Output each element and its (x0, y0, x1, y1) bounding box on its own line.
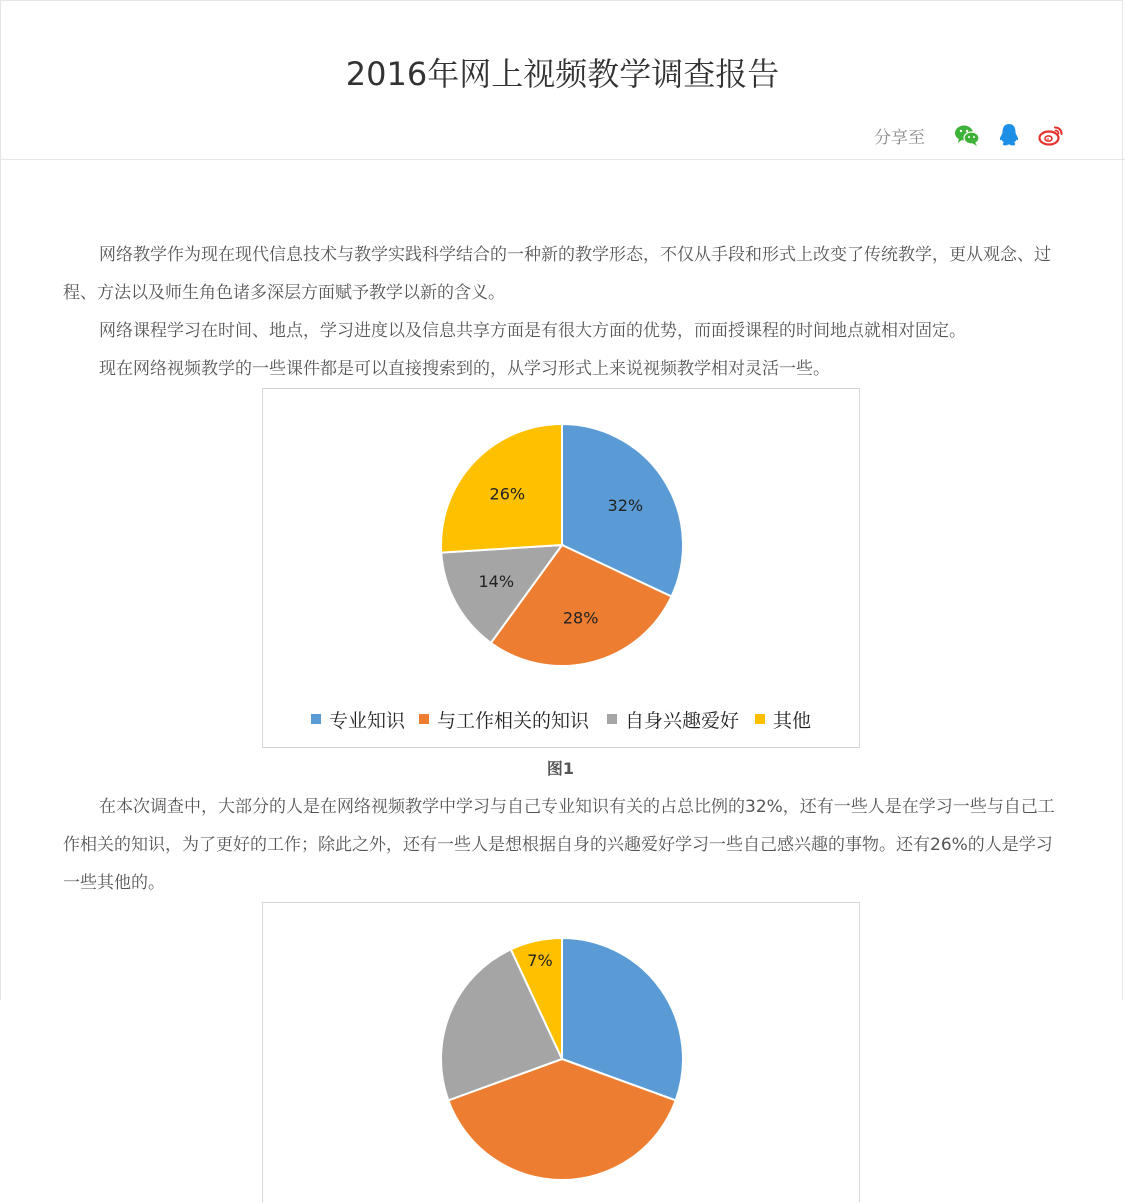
paragraph: 在本次调查中，大部分的人是在网络视频教学中学习与自己专业知识有关的占总比例的32%，还有一些人是在学习一些与自己工作相关的知识，为了更好的工作；除此之外，还有一些人是想根据自身的兴趣爱好学习一些自己感兴趣的事物。还有26%的人是学习一些其他的。 (63, 797, 1055, 893)
slice-label: 26% (489, 484, 525, 504)
pie-chart-2 (263, 903, 861, 1203)
slice-label: 7% (526, 951, 553, 970)
legend-swatch (311, 714, 321, 724)
figure1-chart (262, 388, 860, 748)
page-title: 2016年网上视频教学调查报告 (345, 55, 780, 93)
wechat-icon[interactable] (953, 121, 981, 149)
qq-icon[interactable] (995, 121, 1023, 149)
legend-swatch (755, 714, 765, 724)
legend-entry: 专业知识 (328, 710, 405, 732)
slice-label: 28% (562, 608, 598, 628)
paragraph: 网络课程学习在时间、地点，学习进度以及信息共享方面是有很大方面的优势，而面授课程的时间地点就相对固定。 (99, 321, 966, 341)
legend-swatch (607, 714, 617, 724)
paragraph: 网络教学作为现在现代信息技术与教学实践科学结合的一种新的教学形态，不仅从手段和形式上改变了传统教学，更从观念、过程、方法以及师生角色诸多深层方面赋予教学以新的含义。 (63, 245, 1051, 303)
article-content (63, 236, 1058, 1202)
article-header (0, 0, 1125, 160)
legend-entry: 自身兴趣爱好 (624, 710, 739, 732)
share-bar (874, 120, 1065, 150)
figure1-caption: 图1 (546, 759, 575, 778)
share-label: 分享至 (874, 127, 925, 148)
legend-entry: 其他 (772, 710, 811, 732)
legend-swatch (419, 714, 429, 724)
weibo-icon[interactable] (1037, 121, 1065, 149)
paragraph: 现在网络视频教学的一些课件都是可以直接搜索到的，从学习形式上来说视频教学相对灵活一些。 (99, 359, 830, 379)
slice-label: 14% (477, 572, 514, 592)
legend-entry: 与工作相关的知识 (436, 710, 589, 732)
slice-label: 32% (607, 495, 643, 515)
pie-chart-1 (263, 389, 861, 749)
figure2-chart (262, 902, 860, 1202)
